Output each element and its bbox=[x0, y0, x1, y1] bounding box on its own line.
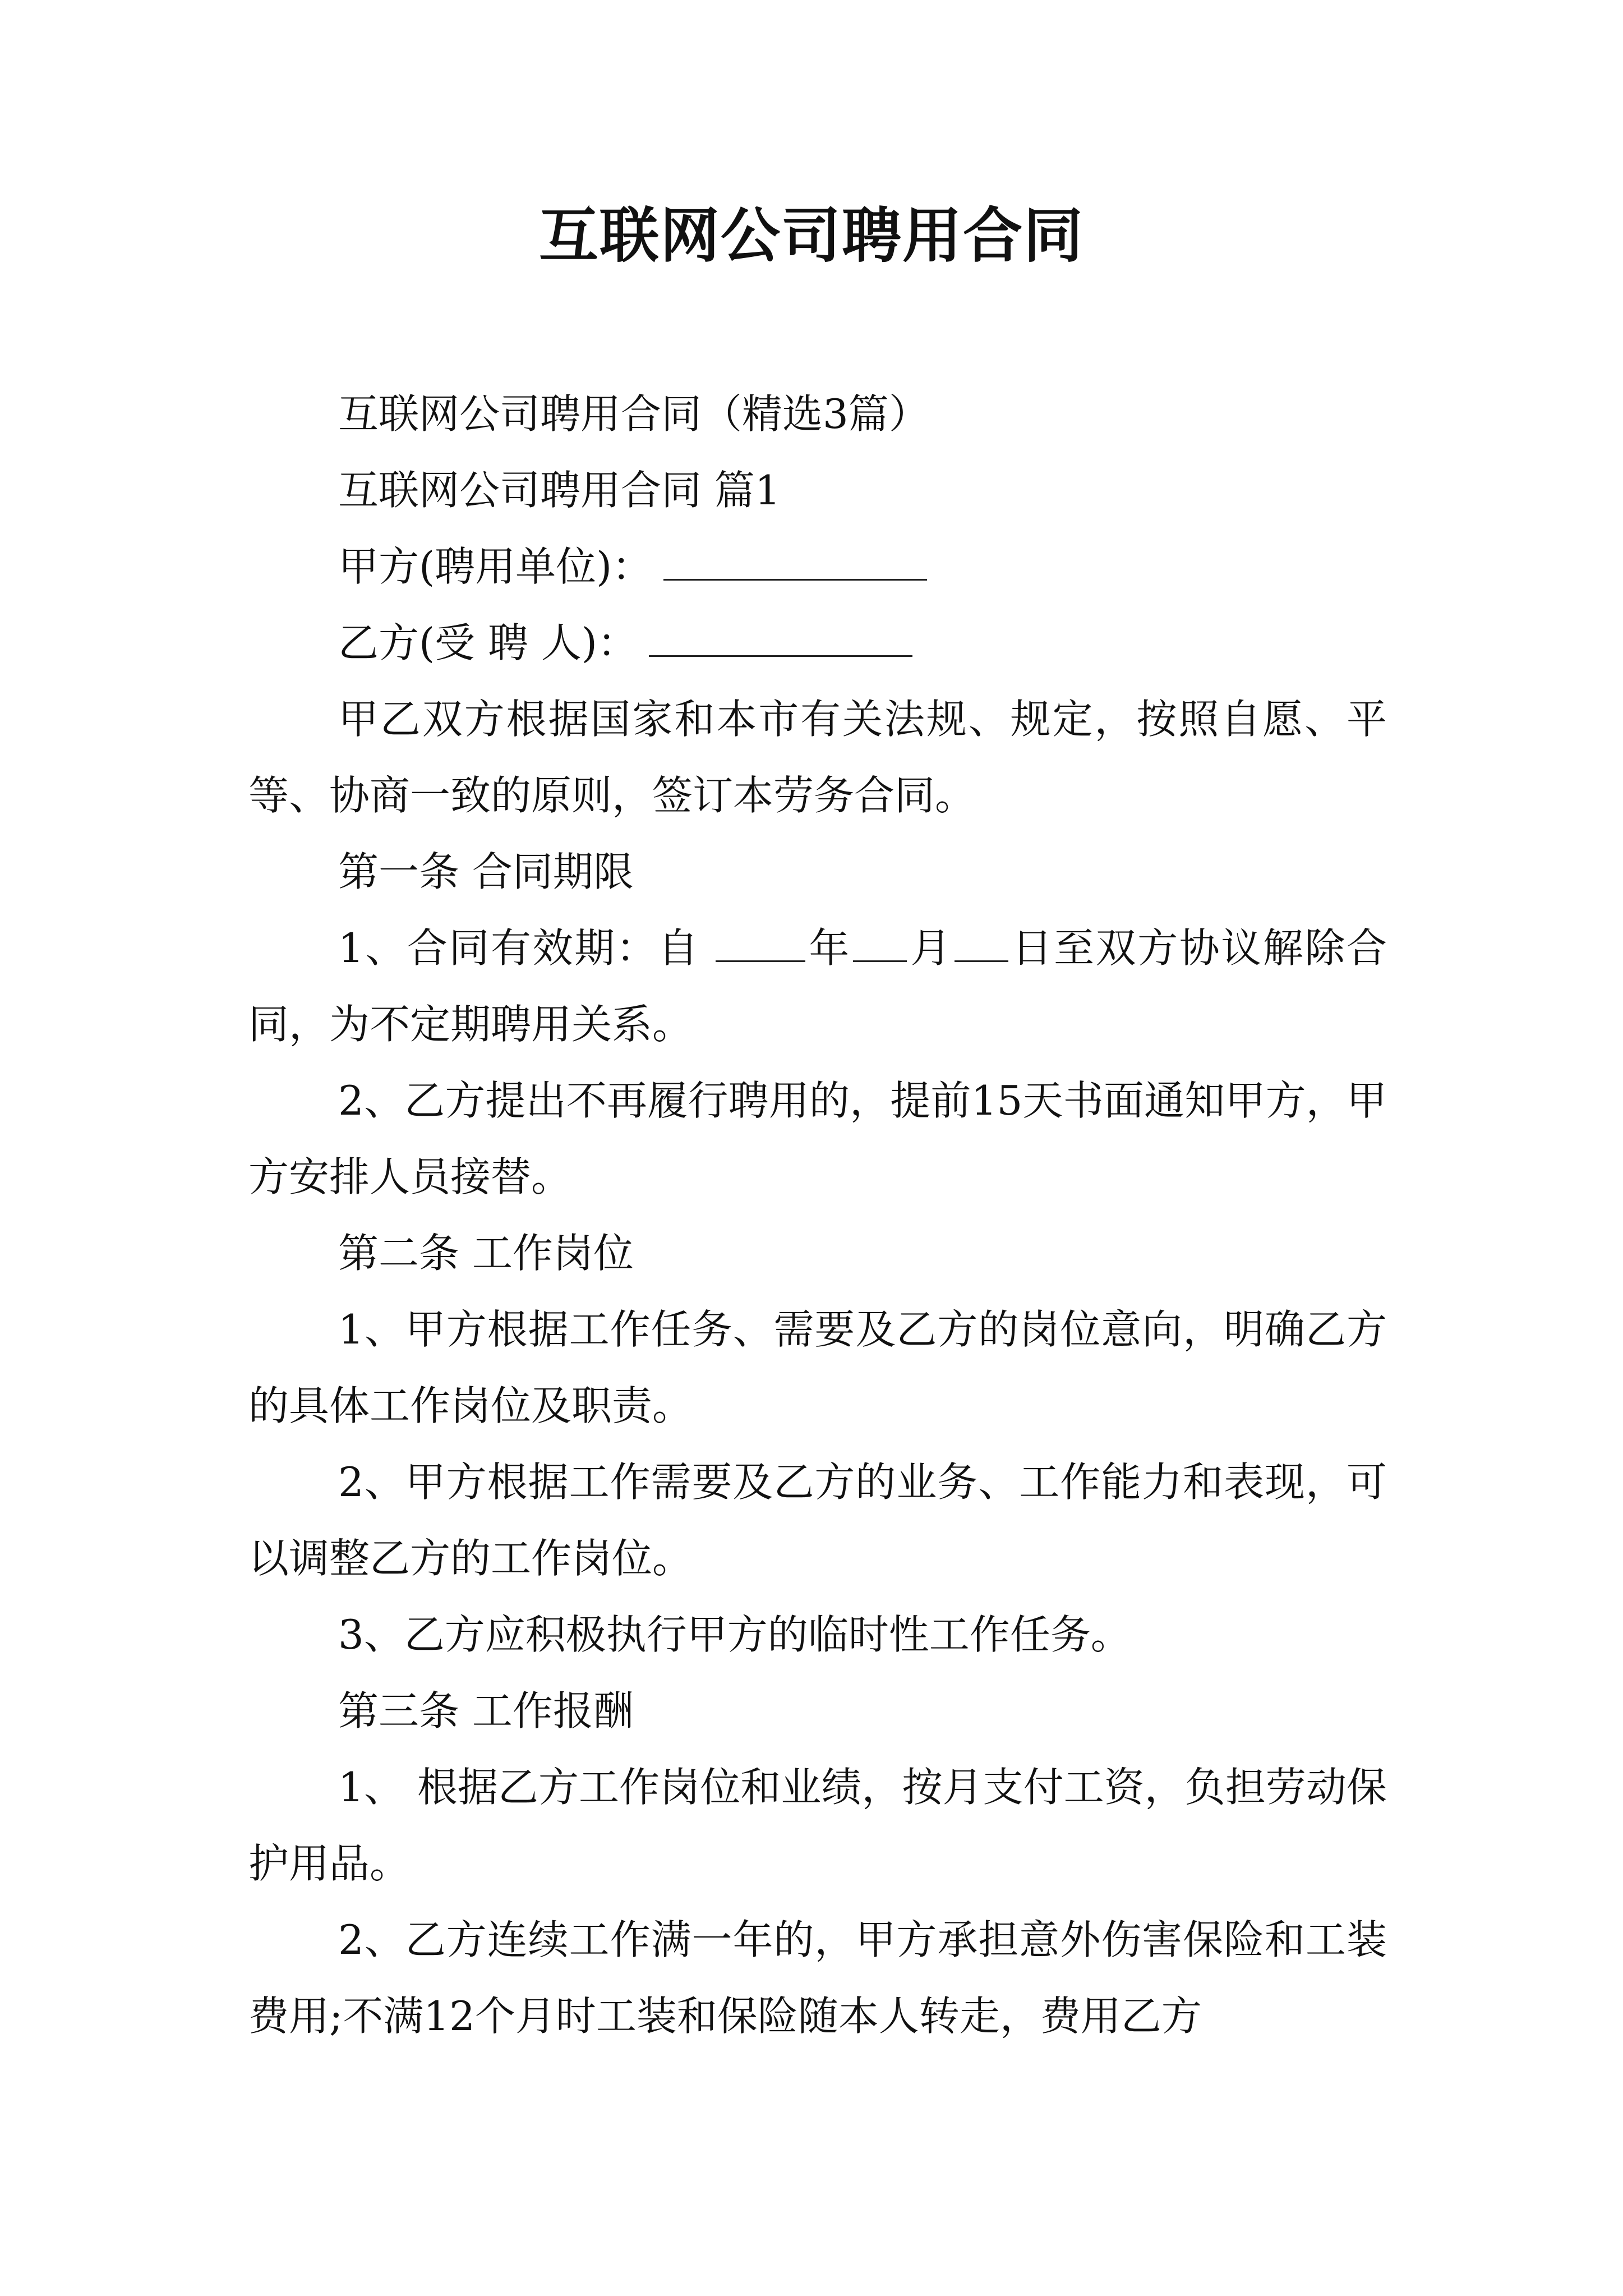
paragraph-preamble: 甲乙双方根据国家和本市有关法规、规定，按照自愿、平等、协商一致的原则，签订本劳务合同。 bbox=[248, 696, 1387, 819]
article-2-clause-3: 3、乙方应积极执行甲方的临时性工作任务。 bbox=[338, 1611, 1131, 1658]
year-label: 年 bbox=[807, 924, 851, 972]
clause-1-text-start: 1、合同有效期：自 bbox=[338, 924, 700, 972]
day-blank bbox=[955, 921, 1008, 962]
article-2-heading: 第二条 工作岗位 bbox=[338, 1230, 634, 1277]
article-2-clause-1: 1、甲方根据工作任务、需要及乙方的岗位意向，明确乙方的具体工作岗位及职责。 bbox=[248, 1306, 1387, 1429]
article-1-clause-2: 2、乙方提出不再履行聘用的，提前15天书面通知甲方，甲方安排人员接替。 bbox=[248, 1077, 1387, 1200]
article-3-clause-1: 1、 根据乙方工作岗位和业绩，按月支付工资，负担劳动保护用品。 bbox=[248, 1764, 1387, 1887]
year-blank bbox=[716, 921, 805, 962]
party-a-label: 甲方(聘用单位)： bbox=[338, 543, 653, 590]
paragraph-party-a bbox=[248, 528, 1387, 605]
article-1-clause-1 bbox=[248, 910, 1387, 1062]
month-blank bbox=[853, 921, 907, 962]
party-a-blank bbox=[663, 540, 927, 581]
paragraph-party-b bbox=[248, 605, 1387, 681]
document-title: 互联网公司聘用合同 bbox=[539, 200, 1084, 270]
article-3-clause-2: 2、乙方连续工作满一年的，甲方承担意外伤害保险和工装费用;不满12个月时工装和保险随本人转走，费用乙方 bbox=[248, 1916, 1387, 2040]
paragraph-subtitle: 互联网公司聘用合同（精选3篇） bbox=[338, 390, 929, 438]
article-1-heading: 第一条 合同期限 bbox=[338, 848, 634, 895]
article-2-clause-2: 2、甲方根据工作需要及乙方的业务、工作能力和表现，可以调整乙方的工作岗位。 bbox=[248, 1458, 1387, 1582]
party-b-label: 乙方(受 聘 人)： bbox=[338, 619, 638, 666]
document-body bbox=[248, 376, 1387, 2054]
paragraph-part-heading: 互联网公司聘用合同 篇1 bbox=[338, 467, 781, 514]
clause-1-text-end: 日至双方协议解除合同，为不定期聘用关系。 bbox=[248, 924, 1387, 1048]
party-b-blank bbox=[649, 616, 912, 657]
article-3-heading: 第三条 工作报酬 bbox=[338, 1687, 634, 1734]
month-label: 月 bbox=[909, 924, 952, 972]
